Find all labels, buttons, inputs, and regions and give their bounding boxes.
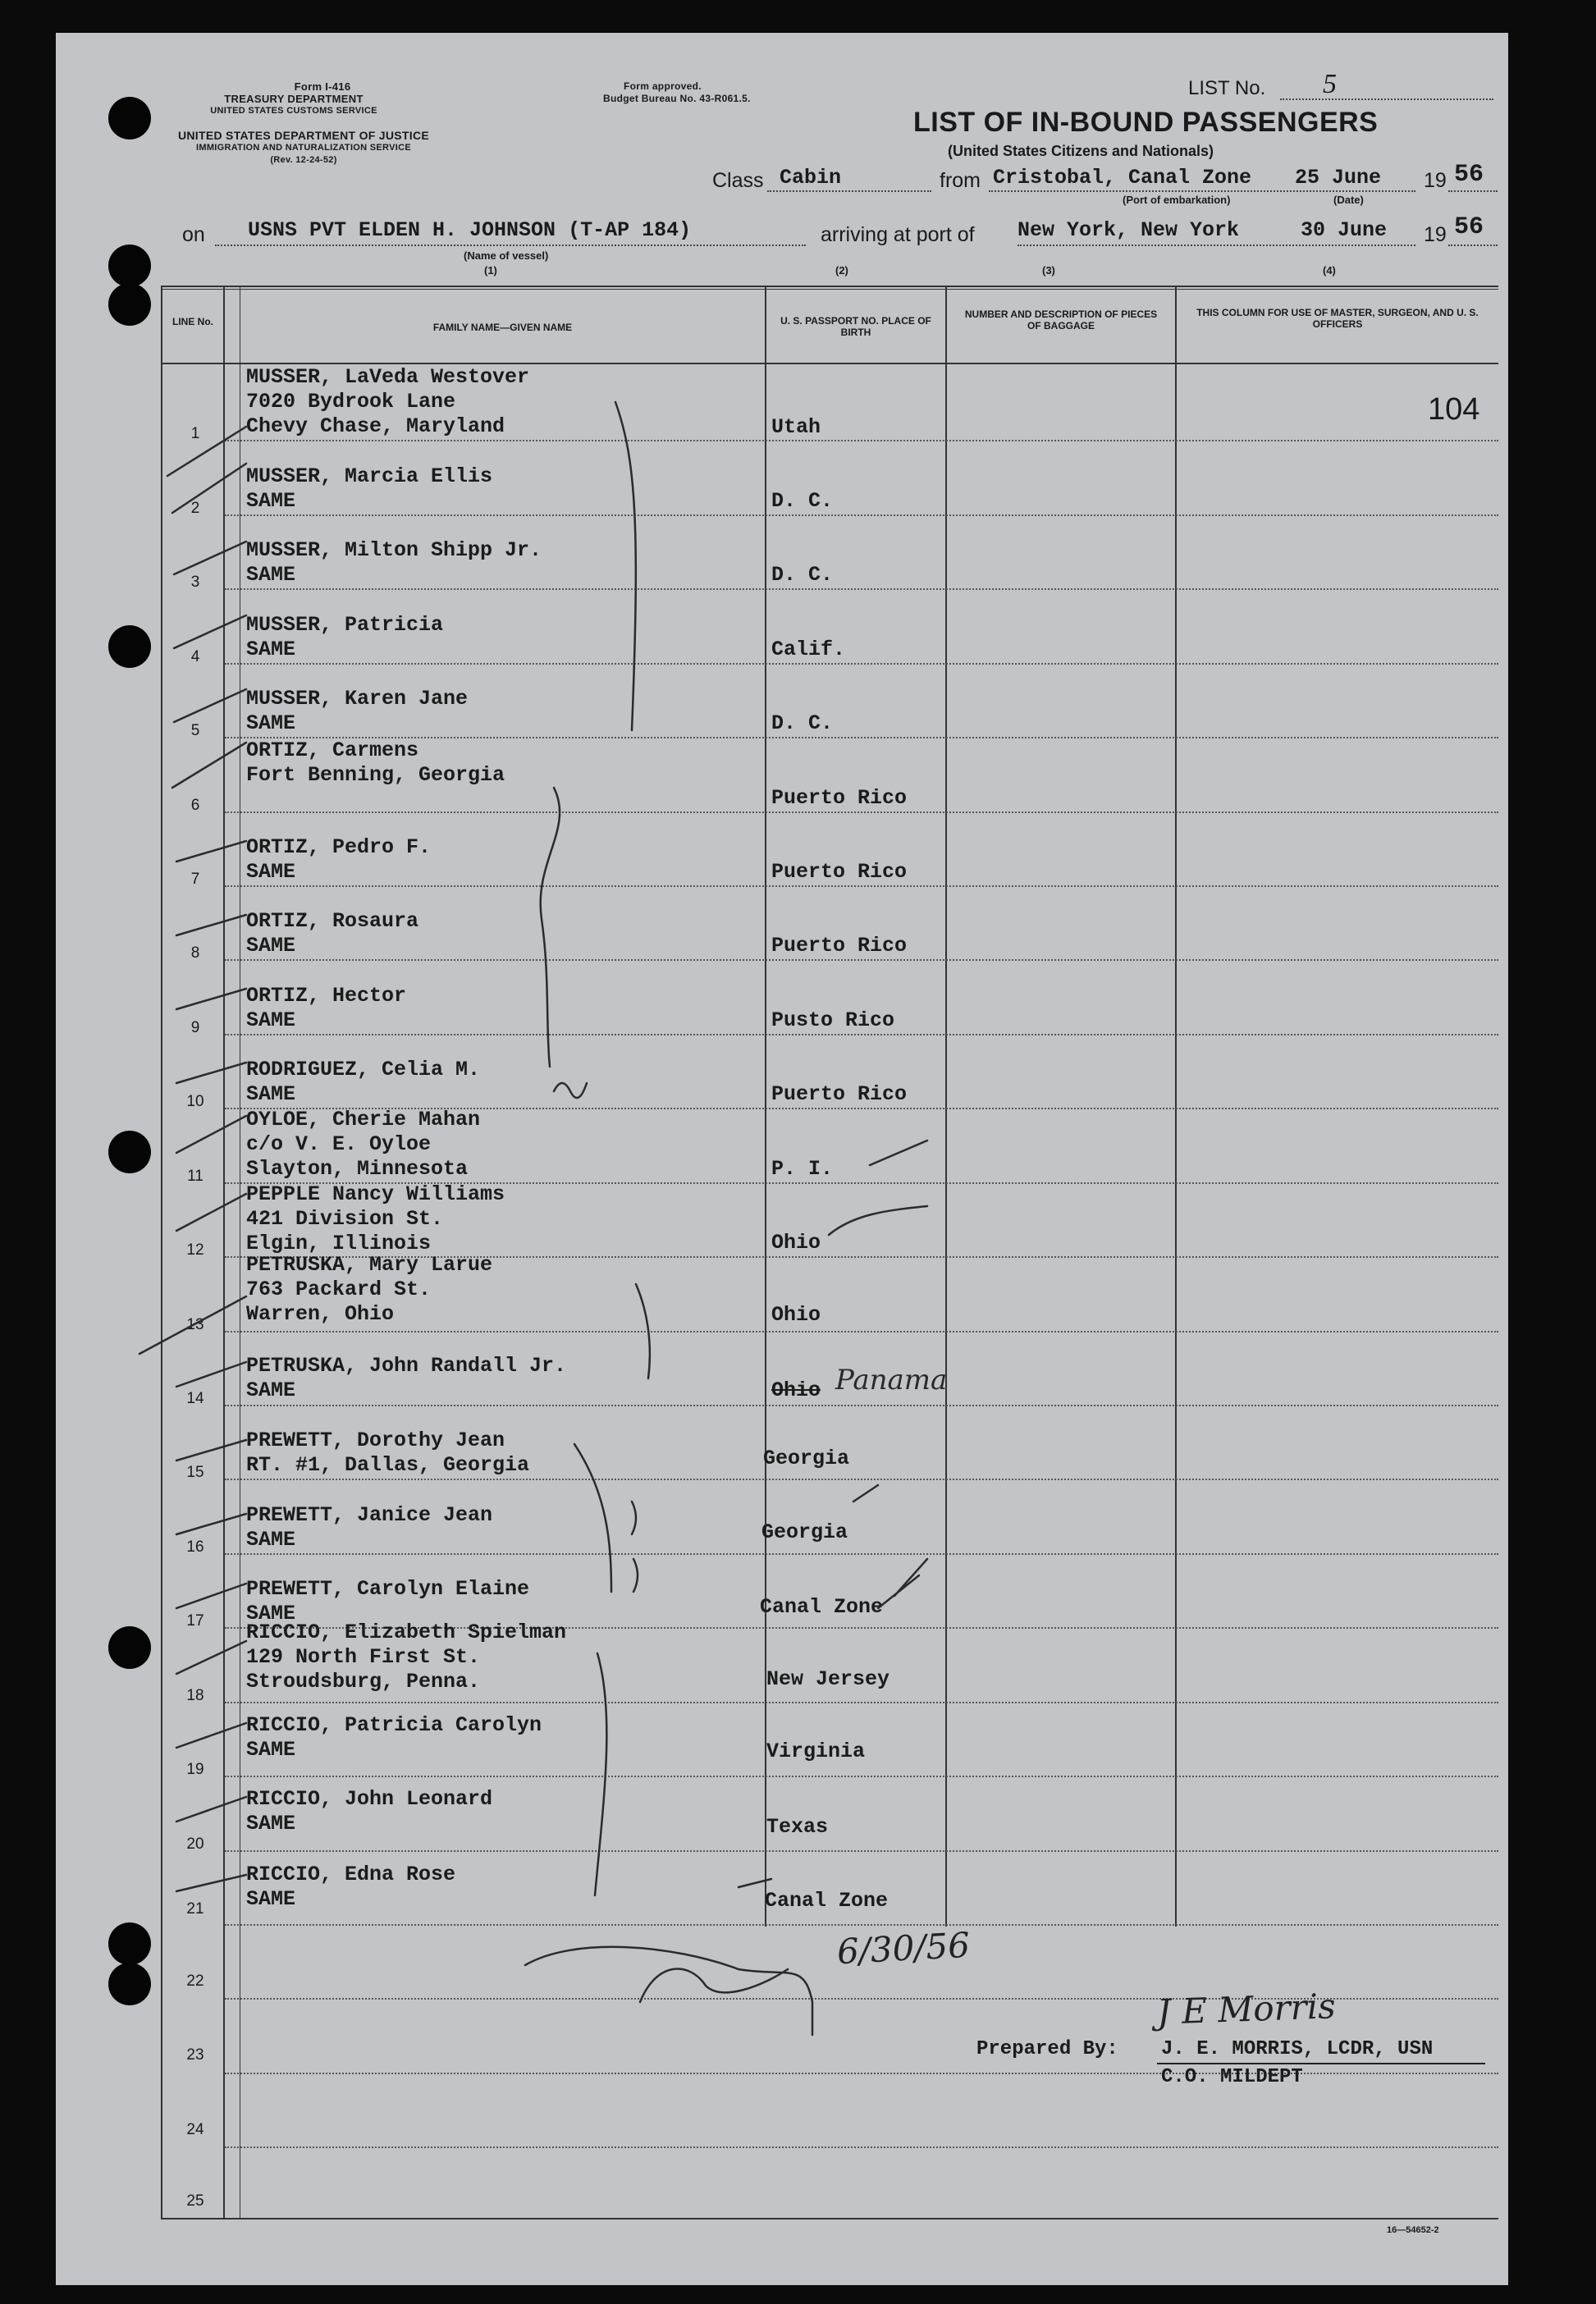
passenger-name: MUSSER, Patricia SAME — [246, 613, 444, 661]
departure-date: 25 June — [1295, 166, 1382, 190]
initials-mark — [632, 1502, 638, 1592]
check-mark — [174, 689, 246, 722]
from-value: Cristobal, Canal Zone — [993, 166, 1252, 190]
tick-mark — [739, 1879, 771, 1887]
passenger-name: MUSSER, Milton Shipp Jr. SAME — [246, 538, 542, 587]
place-of-birth: Georgia — [763, 1447, 850, 1470]
check-mark — [176, 1723, 246, 1748]
date-caption: (Date) — [1333, 194, 1364, 206]
line-number: 15 — [186, 1464, 204, 1481]
prepared-by-title: C.O. MILDEPT — [1161, 2066, 1303, 2088]
arrival-date: 30 June — [1301, 218, 1388, 242]
check-mark — [176, 1641, 246, 1674]
check-mark — [174, 542, 246, 574]
passenger-name: MUSSER, Marcia Ellis SAME — [246, 464, 493, 513]
place-of-birth: Ohio — [771, 1303, 821, 1327]
signature-morris: J E Morris — [1156, 1986, 1337, 2032]
arr-year-prefix: 19 — [1424, 223, 1447, 246]
line-number: 12 — [186, 1241, 204, 1259]
place-of-birth: Calif. — [771, 638, 846, 661]
col-number-4: (4) — [1323, 264, 1336, 277]
place-of-birth: Canal Zone — [760, 1595, 884, 1619]
passenger-name: ORTIZ, Pedro F. SAME — [246, 835, 432, 884]
check-mark — [139, 1296, 246, 1354]
tick-mark — [853, 1485, 878, 1502]
line-number: 14 — [186, 1390, 204, 1407]
line-number: 7 — [190, 871, 200, 888]
place-of-birth: Georgia — [761, 1520, 848, 1544]
bracket-mark — [615, 402, 636, 730]
check-mark — [176, 989, 246, 1009]
line-number: 18 — [186, 1687, 204, 1704]
departure-year: 56 — [1454, 161, 1484, 189]
check-mark — [176, 1440, 246, 1461]
passenger-name: OYLOE, Cherie Mahan c/o V. E. Oyloe Slayton, Minnesota — [246, 1108, 481, 1181]
line-number: 3 — [190, 574, 200, 591]
passenger-name: RICCIO, Patricia Carolyn SAME — [246, 1713, 542, 1762]
place-of-birth: Virginia — [766, 1739, 866, 1763]
line-number: 6 — [190, 797, 200, 814]
customs-service: UNITED STATES CUSTOMS SERVICE — [210, 106, 377, 116]
prepared-by-label: Prepared By: — [976, 2038, 1118, 2060]
line-number: 10 — [186, 1093, 204, 1110]
place-of-birth: D. C. — [771, 563, 834, 587]
line-number: 24 — [186, 2121, 204, 2138]
line-number: 2 — [190, 500, 200, 517]
passenger-name: ORTIZ, Hector SAME — [246, 984, 407, 1032]
check-mark — [172, 743, 246, 788]
vessel-name: USNS PVT ELDEN H. JOHNSON (T-AP 184) — [248, 218, 692, 242]
check-mark — [176, 1362, 246, 1387]
line-number: 16 — [186, 1538, 204, 1556]
dep-year-prefix: 19 — [1424, 169, 1447, 192]
officer-note: 104 — [1428, 392, 1480, 427]
col-header-name: FAMILY NAME—GIVEN NAME — [432, 322, 573, 333]
main-title: LIST OF IN-BOUND PASSENGERS — [913, 107, 1379, 138]
place-of-birth: P. I. — [771, 1157, 834, 1181]
passenger-name: PREWETT, Janice Jean SAME — [246, 1503, 493, 1552]
check-mark — [167, 427, 246, 476]
from-label: from — [940, 169, 981, 192]
class-value: Cabin — [780, 166, 842, 190]
passenger-name: PETRUSKA, John Randall Jr. SAME — [246, 1354, 567, 1402]
tick-mark — [829, 1206, 927, 1235]
place-of-birth: Puerto Rico — [771, 860, 908, 884]
form-number: Form I-416 — [294, 80, 351, 93]
class-label: Class — [712, 169, 764, 192]
place-of-birth: Puerto Rico — [771, 1082, 908, 1106]
budget-bureau-no: Budget Bureau No. 43-R061.5. — [603, 93, 751, 104]
check-mark — [176, 1584, 246, 1608]
check-mark — [176, 1116, 246, 1153]
check-mark — [176, 1194, 246, 1231]
form-approved: Form approved. — [624, 80, 702, 92]
place-of-birth: Utah — [771, 415, 821, 439]
passenger-name: ORTIZ, Carmens Fort Benning, Georgia — [246, 738, 505, 787]
treasury-department: TREASURY DEPARTMENT — [224, 93, 364, 105]
passenger-name: PETRUSKA, Mary Larue 763 Packard St. Warren, Ohio — [246, 1253, 493, 1326]
list-no-label: LIST No. — [1188, 77, 1266, 99]
check-mark — [176, 1797, 246, 1822]
passenger-name: PREWETT, Carolyn Elaine SAME — [246, 1577, 530, 1625]
place-of-birth: Puerto Rico — [771, 786, 908, 810]
arrival-port: New York, New York — [1018, 218, 1240, 242]
line-number: 13 — [186, 1316, 204, 1333]
place-of-birth: Canal Zone — [765, 1889, 889, 1913]
line-number: 17 — [186, 1612, 204, 1630]
passenger-name: MUSSER, LaVeda Westover 7020 Bydrook Lane Chevy Chase, Maryland — [246, 365, 530, 438]
col-header-officers: THIS COLUMN FOR USE OF MASTER, SURGEON, AND U. S. OFFICERS — [1196, 307, 1479, 330]
sub-title: (United States Citizens and Nationals) — [948, 143, 1214, 159]
signature-scribble — [525, 1947, 812, 2035]
passenger-name: ORTIZ, Rosaura SAME — [246, 909, 419, 958]
line-number: 11 — [187, 1168, 204, 1185]
passenger-name: RICCIO, John Leonard SAME — [246, 1787, 493, 1835]
handwritten-correction: Panama — [835, 1364, 948, 1397]
line-number: 19 — [186, 1761, 204, 1778]
place-of-birth: D. C. — [771, 711, 834, 735]
check-mark — [172, 464, 246, 513]
place-of-birth: New Jersey — [766, 1667, 890, 1691]
col-number-1: (1) — [484, 264, 497, 277]
line-number: 21 — [186, 1900, 204, 1918]
arrival-year: 56 — [1454, 213, 1484, 241]
prepared-by-name: J. E. MORRIS, LCDR, USN — [1161, 2038, 1434, 2060]
passenger-name: PREWETT, Dorothy Jean RT. #1, Dallas, Georgia — [246, 1429, 530, 1477]
col-number-2: (2) — [835, 264, 848, 277]
initials-mark — [554, 1083, 587, 1098]
on-label: on — [182, 223, 205, 246]
list-no-value: 5 — [1323, 69, 1337, 99]
prepared-by-underline — [1157, 2063, 1485, 2064]
passenger-name: RICCIO, Elizabeth Spielman 129 North First St. Stroudsburg, Penna. — [246, 1621, 567, 1694]
line-number: 8 — [190, 944, 200, 962]
place-of-birth: Pusto Rico — [771, 1008, 895, 1032]
line-number: 25 — [186, 2192, 204, 2210]
check-mark — [176, 841, 246, 862]
footer-code: 16—54652-2 — [1387, 2225, 1439, 2235]
vessel-caption: (Name of vessel) — [464, 249, 549, 262]
check-mark — [176, 1063, 246, 1083]
col-header-passport: U. S. PASSPORT NO. PLACE OF BIRTH — [780, 315, 931, 338]
place-of-birth: Ohio — [771, 1231, 821, 1255]
signature-date: 6/30/56 — [835, 1924, 972, 1973]
tick-mark — [878, 1575, 919, 1608]
revision-date: (Rev. 12-24-52) — [270, 155, 337, 165]
line-number: 20 — [186, 1835, 204, 1853]
ins-service: IMMIGRATION AND NATURALIZATION SERVICE — [196, 143, 411, 153]
line-number: 22 — [186, 1973, 204, 1990]
arriving-label: arriving at port of — [821, 223, 975, 246]
check-mark — [176, 1875, 246, 1891]
bracket-mark — [595, 1653, 606, 1895]
col-header-baggage: NUMBER AND DESCRIPTION OF PIECES OF BAGGAGE — [964, 309, 1158, 331]
place-of-birth: Ohio — [771, 1378, 821, 1402]
port-of-embarkation-caption: (Port of embarkation) — [1123, 194, 1231, 206]
line-number: 23 — [186, 2046, 204, 2064]
place-of-birth: Puerto Rico — [771, 934, 908, 958]
place-of-birth: Texas — [766, 1815, 829, 1839]
passenger-name: PEPPLE Nancy Williams 421 Division St. Elgin, Illinois — [246, 1182, 505, 1255]
bracket-mark — [574, 1444, 611, 1592]
justice-department: UNITED STATES DEPARTMENT OF JUSTICE — [177, 129, 430, 142]
check-mark — [176, 915, 246, 935]
bracket-mark — [636, 1284, 650, 1378]
line-number: 9 — [190, 1019, 200, 1036]
passenger-name: MUSSER, Karen Jane SAME — [246, 687, 469, 735]
line-number: 5 — [190, 722, 200, 739]
place-of-birth: D. C. — [771, 489, 834, 513]
check-mark — [174, 615, 246, 648]
passenger-name: RODRIGUEZ, Celia M. SAME — [246, 1058, 481, 1106]
col-header-line-no: LINE No. — [172, 316, 213, 327]
bracket-mark — [541, 788, 560, 1067]
tick-mark — [870, 1141, 927, 1165]
signature-scribble — [640, 1969, 788, 2002]
check-mark — [176, 1514, 246, 1534]
line-number: 1 — [190, 425, 200, 442]
passenger-name: RICCIO, Edna Rose SAME — [246, 1863, 456, 1911]
col-number-3: (3) — [1042, 264, 1055, 277]
line-number: 4 — [190, 648, 200, 665]
